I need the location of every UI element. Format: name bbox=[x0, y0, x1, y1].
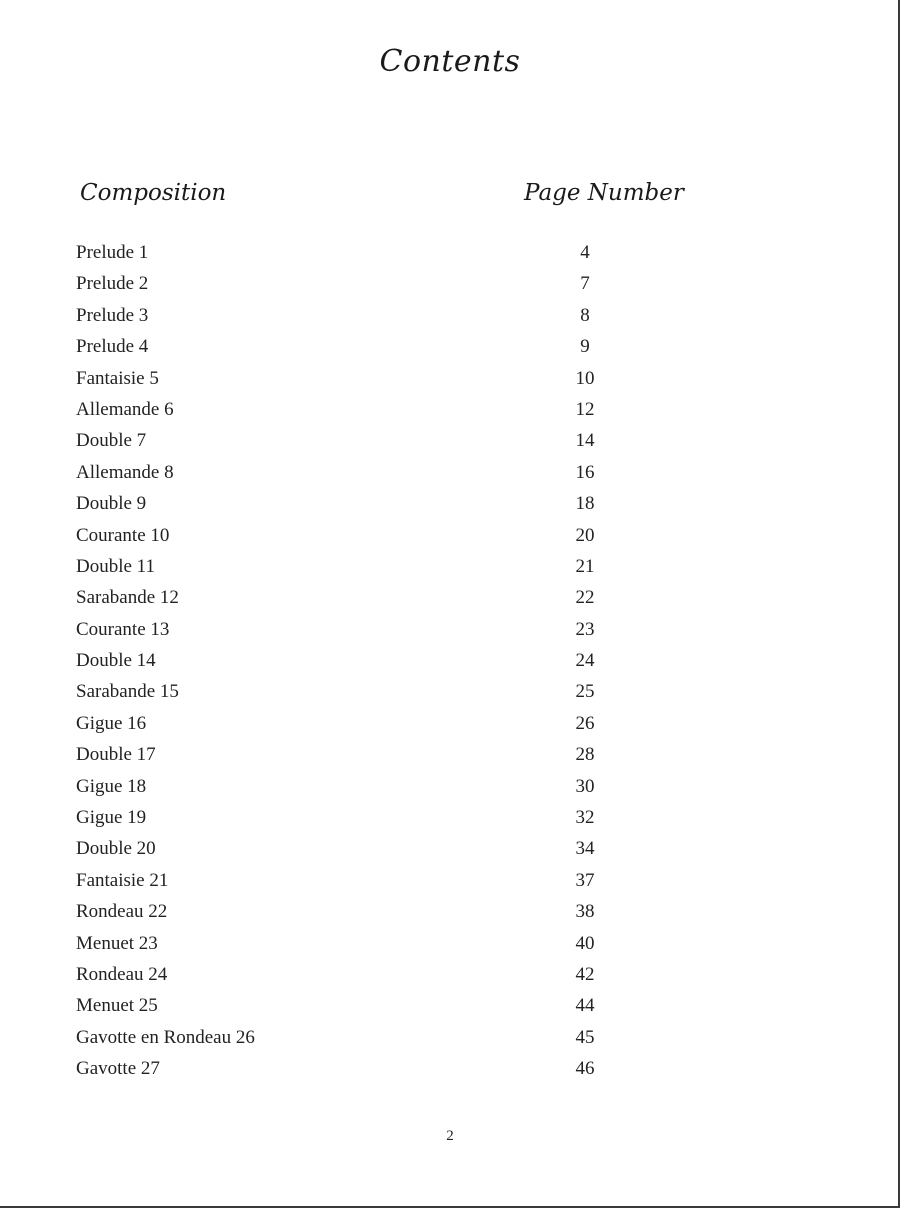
toc-row bbox=[0, 959, 900, 990]
toc-row bbox=[0, 1053, 900, 1084]
composition-title: Sarabande 15 bbox=[76, 681, 179, 703]
composition-title: Gigue 19 bbox=[76, 807, 147, 829]
toc-row bbox=[0, 488, 900, 519]
composition-title: Double 17 bbox=[76, 744, 156, 766]
page-number: 23 bbox=[575, 618, 595, 640]
toc-row bbox=[0, 394, 900, 425]
toc-row bbox=[0, 614, 900, 645]
toc-row bbox=[0, 928, 900, 959]
page-number: 46 bbox=[575, 1058, 595, 1080]
page-number: 44 bbox=[575, 995, 595, 1017]
composition-title: Double 20 bbox=[76, 838, 156, 860]
toc-row bbox=[0, 802, 900, 833]
page-number: 4 bbox=[580, 242, 590, 263]
page-number: 21 bbox=[575, 555, 595, 577]
footer-page-number: 2 bbox=[446, 1128, 454, 1144]
toc-row bbox=[0, 771, 900, 802]
composition-title: Menuet 25 bbox=[76, 995, 158, 1017]
composition-title: Menuet 23 bbox=[76, 932, 158, 954]
page-number: 42 bbox=[575, 963, 595, 985]
toc-row bbox=[0, 896, 900, 927]
page-number: 32 bbox=[575, 807, 595, 829]
toc-row bbox=[0, 708, 900, 739]
toc-row bbox=[0, 582, 900, 613]
composition-title: Prelude 4 bbox=[76, 336, 149, 358]
toc-row bbox=[0, 300, 900, 331]
page-number: 8 bbox=[580, 304, 590, 326]
toc-row bbox=[0, 1022, 900, 1053]
page-number: 30 bbox=[575, 775, 595, 797]
page-number: 37 bbox=[575, 869, 595, 891]
composition-title: Gigue 16 bbox=[76, 712, 147, 734]
toc-row bbox=[0, 645, 900, 676]
page-number-column-header: Page Number bbox=[524, 180, 684, 206]
composition-title: Prelude 2 bbox=[76, 273, 149, 295]
composition-title: Rondeau 24 bbox=[76, 963, 168, 985]
toc-row bbox=[0, 363, 900, 394]
composition-title: Prelude 1 bbox=[76, 242, 149, 263]
toc-row bbox=[0, 237, 900, 268]
page-number: 40 bbox=[575, 932, 595, 954]
composition-title: Gavotte en Rondeau 26 bbox=[76, 1026, 255, 1048]
toc-row bbox=[0, 268, 900, 299]
composition-title: Double 9 bbox=[76, 493, 147, 515]
contents-list bbox=[0, 237, 900, 1085]
composition-title: Courante 10 bbox=[76, 524, 170, 546]
page-number: 28 bbox=[575, 744, 595, 766]
composition-title: Double 14 bbox=[76, 650, 156, 672]
composition-title: Double 11 bbox=[76, 555, 155, 577]
page-number: 45 bbox=[575, 1026, 595, 1048]
composition-column-header: Composition bbox=[80, 180, 227, 206]
toc-row bbox=[0, 676, 900, 707]
toc-row bbox=[0, 833, 900, 864]
composition-title: Gigue 18 bbox=[76, 775, 147, 797]
page-title: Contents bbox=[379, 44, 521, 79]
toc-row bbox=[0, 425, 900, 456]
composition-title: Allemande 6 bbox=[76, 398, 174, 420]
page-number: 38 bbox=[575, 901, 595, 923]
composition-title: Courante 13 bbox=[76, 618, 170, 640]
page-number: 14 bbox=[575, 430, 595, 452]
composition-title: Fantaisie 5 bbox=[76, 367, 159, 389]
toc-row bbox=[0, 739, 900, 770]
page-number: 26 bbox=[575, 712, 595, 734]
toc-row bbox=[0, 551, 900, 582]
page-number: 7 bbox=[580, 273, 590, 295]
page-number: 18 bbox=[575, 493, 595, 515]
page-number: 10 bbox=[575, 367, 595, 389]
composition-title: Gavotte 27 bbox=[76, 1058, 160, 1080]
composition-title: Fantaisie 21 bbox=[76, 869, 169, 891]
toc-row bbox=[0, 331, 900, 362]
composition-title: Rondeau 22 bbox=[76, 901, 168, 923]
page-number: 9 bbox=[580, 336, 590, 358]
toc-row bbox=[0, 457, 900, 488]
toc-row bbox=[0, 520, 900, 551]
page-number: 20 bbox=[575, 524, 595, 546]
page-number: 24 bbox=[575, 650, 595, 672]
toc-row bbox=[0, 865, 900, 896]
composition-title: Allemande 8 bbox=[76, 461, 174, 483]
page-number: 34 bbox=[575, 838, 595, 860]
page-number: 12 bbox=[575, 398, 595, 420]
composition-title: Prelude 3 bbox=[76, 304, 149, 326]
composition-title: Double 7 bbox=[76, 430, 147, 452]
page-number: 25 bbox=[575, 681, 595, 703]
page-number: 22 bbox=[575, 587, 595, 609]
composition-title: Sarabande 12 bbox=[76, 587, 179, 609]
page-number: 16 bbox=[575, 461, 595, 483]
toc-row bbox=[0, 990, 900, 1021]
